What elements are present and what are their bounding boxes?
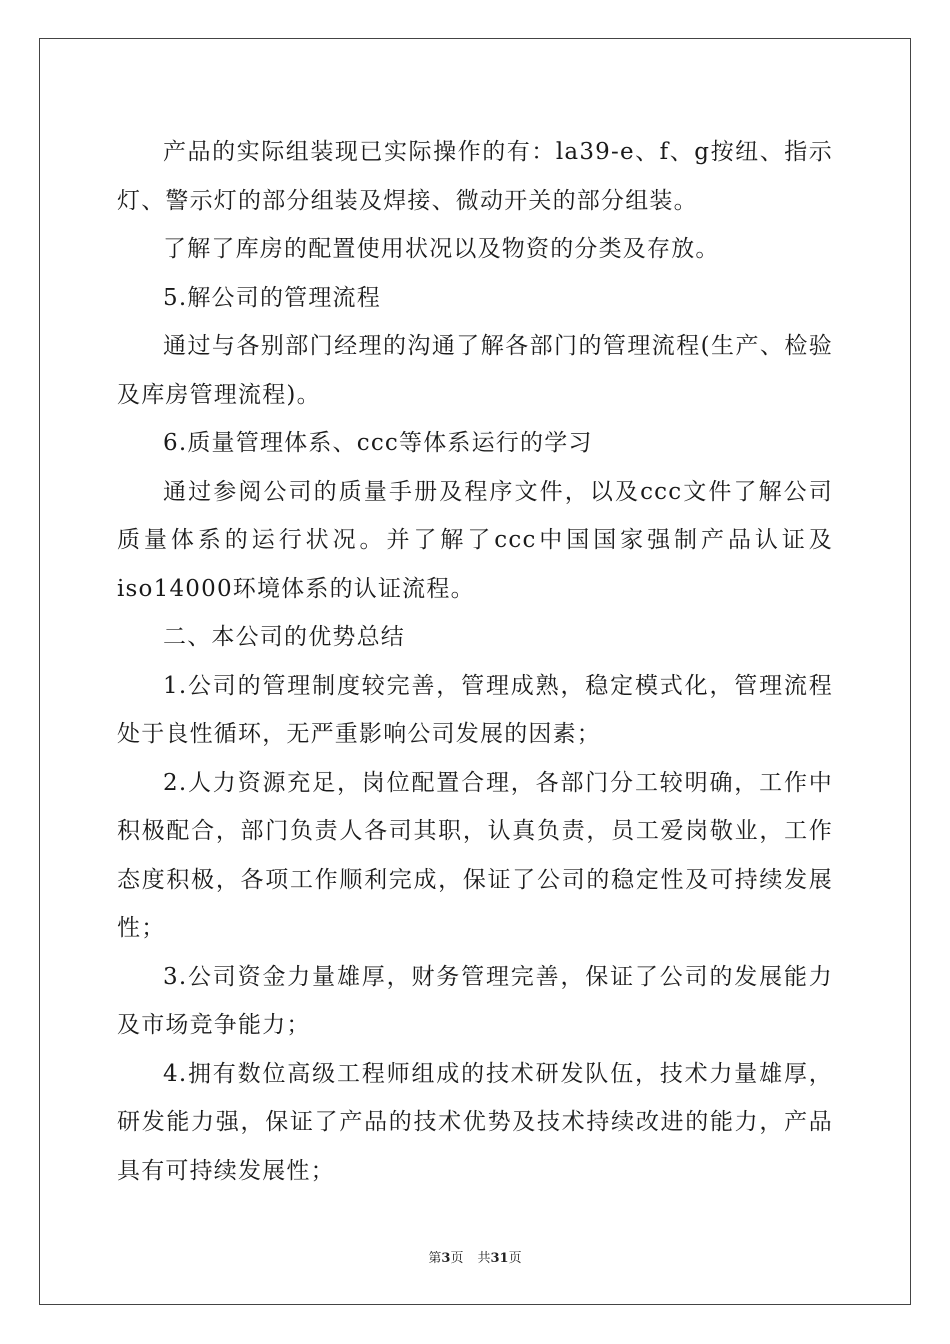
total-pages-number: 31: [490, 1251, 509, 1266]
list-item: 1.公司的管理制度较完善，管理成熟，稳定模式化，管理流程处于良性循环，无严重影响公司发展的因素；: [117, 672, 833, 747]
section-heading: 6.质量管理体系、ccc等体系运行的学习: [163, 430, 593, 456]
paragraph: 了解了库房的配置使用状况以及物资的分类及存放。: [163, 236, 720, 262]
page-footer: [0, 1247, 950, 1266]
total-prefix: 共: [477, 1251, 491, 1266]
section-heading: 5.解公司的管理流程: [163, 284, 381, 311]
page-suffix: 页: [450, 1251, 464, 1266]
paragraph: 通过参阅公司的质量手册及程序文件，以及ccc文件了解公司质量体系的运行状况。并了解了ccc中国国家强制产品认证及iso14000环境体系的认证流程。: [117, 478, 833, 602]
section-heading: 二、本公司的优势总结: [163, 624, 405, 650]
document-body: [117, 128, 833, 1195]
paragraph: 通过与各别部门经理的沟通了解各部门的管理流程(生产、检验及库房管理流程)。: [117, 333, 833, 408]
list-item: 3.公司资金力量雄厚，财务管理完善，保证了公司的发展能力及市场竞争能力；: [117, 963, 833, 1038]
total-suffix: 页: [508, 1251, 522, 1266]
paragraph: 产品的实际组装现已实际操作的有：la39-e、f、g按纽、指示灯、警示灯的部分组装及焊接、微动开关的部分组装。: [117, 139, 833, 214]
current-page-number: 3: [441, 1251, 451, 1266]
list-item: 2.人力资源充足，岗位配置合理，各部门分工较明确，工作中积极配合，部门负责人各司其职，认真负责，员工爱岗敬业，工作态度积极，各项工作顺利完成，保证了公司的稳定性及可持续发展性；: [117, 769, 833, 941]
list-item: 4.拥有数位高级工程师组成的技术研发队伍，技术力量雄厚，研发能力强，保证了产品的技术优势及技术持续改进的能力，产品具有可持续发展性；: [117, 1060, 833, 1184]
page-prefix: 第: [428, 1251, 442, 1266]
